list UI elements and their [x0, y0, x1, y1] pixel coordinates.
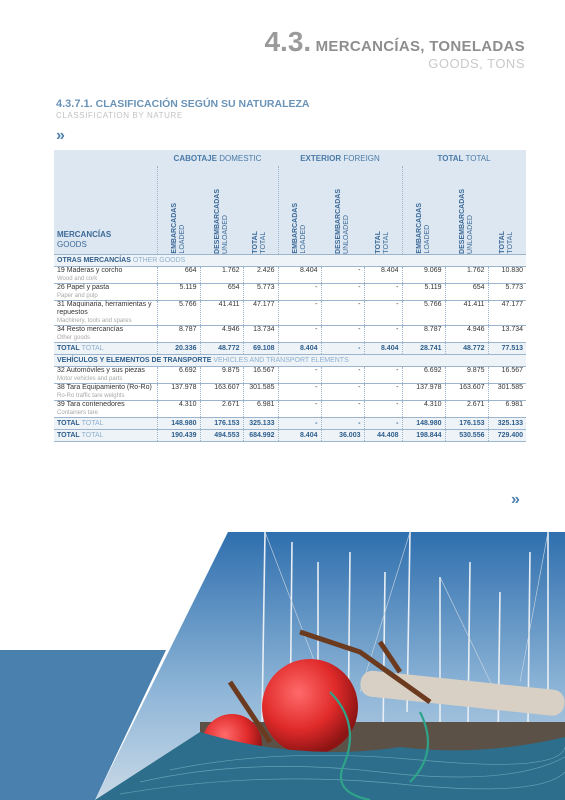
table-cell: -	[278, 283, 321, 300]
row-label-es: 34 Resto mercancías	[57, 325, 124, 333]
category-row	[54, 254, 526, 266]
row-label	[54, 325, 157, 342]
table-cell: 1.762	[200, 266, 243, 283]
table-cell: 1.762	[445, 266, 488, 283]
category-label-es: VEHÍCULOS Y ELEMENTOS DE TRANSPORTE	[57, 356, 212, 364]
chevron-icon: »	[56, 127, 65, 144]
section-subtitle: CLASSIFICATION BY NATURE	[56, 111, 183, 120]
group-header-foreign: EXTERIOR FOREIGN	[278, 150, 402, 166]
harbour-photo	[0, 532, 565, 800]
table-row	[54, 366, 526, 383]
total-cell: 36.003	[321, 429, 364, 441]
row-label-es: 38 Tara Equipamiento (Ro-Ro)	[57, 383, 152, 391]
total-cell: -	[278, 417, 321, 429]
total-cell: 198.844	[402, 429, 445, 441]
table-body	[54, 254, 526, 441]
column-header: TOTAL TOTAL	[243, 166, 278, 254]
column-header: TOTAL TOTAL	[488, 166, 526, 254]
table-cell: 5.119	[157, 283, 200, 300]
table-cell: 2.671	[445, 400, 488, 417]
total-label-es: TOTAL	[57, 419, 80, 427]
total-cell: 69.108	[243, 342, 278, 354]
table-cell: -	[278, 383, 321, 400]
total-row	[54, 429, 526, 441]
total-cell: 48.772	[200, 342, 243, 354]
table-cell: 301.585	[488, 383, 526, 400]
table-cell: 6.981	[488, 400, 526, 417]
total-cell: -	[364, 417, 402, 429]
group-header-row	[54, 150, 526, 166]
row-label-es: 26 Papel y pasta	[57, 283, 110, 291]
total-cell: 148.980	[402, 417, 445, 429]
table-cell: 47.177	[243, 300, 278, 325]
total-cell: 48.772	[445, 342, 488, 354]
table-cell: 41.411	[445, 300, 488, 325]
total-cell: 28.741	[402, 342, 445, 354]
table-cell: -	[278, 366, 321, 383]
total-cell: 494.553	[200, 429, 243, 441]
total-cell: 729.400	[488, 429, 526, 441]
row-label-es: 32 Automóviles y sus piezas	[57, 366, 145, 374]
row-label	[54, 283, 157, 300]
row-label-en: Machinery, tools and spares	[57, 317, 132, 324]
table-cell: 2.426	[243, 266, 278, 283]
chevron-icon: »	[511, 491, 520, 508]
table-cell: -	[364, 366, 402, 383]
corner-cell	[54, 150, 157, 166]
row-label	[54, 383, 157, 400]
total-row	[54, 342, 526, 354]
table-cell: 5.773	[243, 283, 278, 300]
total-label-en: TOTAL	[81, 419, 104, 427]
column-header: EMBARCADAS LOADED	[402, 166, 445, 254]
goods-table	[54, 150, 526, 442]
table-cell: 4.310	[402, 400, 445, 417]
table-cell: 5.766	[402, 300, 445, 325]
total-cell: 8.404	[364, 342, 402, 354]
table-cell: 9.875	[445, 366, 488, 383]
total-cell: 44.408	[364, 429, 402, 441]
group-header-domestic: CABOTAJE DOMESTIC	[157, 150, 278, 166]
column-header: DESEMBARCADAS UNLOADED	[445, 166, 488, 254]
table-cell: 16.567	[488, 366, 526, 383]
table-cell: 9.875	[200, 366, 243, 383]
table-cell: -	[364, 325, 402, 342]
table-cell: 2.671	[200, 400, 243, 417]
chapter-title: MERCANCÍAS, TONELADAS	[315, 38, 525, 55]
row-label-en: Other goods	[57, 334, 91, 341]
row-label	[54, 300, 157, 325]
table-cell: -	[364, 283, 402, 300]
column-header: TOTAL TOTAL	[364, 166, 402, 254]
table-cell: 6.692	[402, 366, 445, 383]
category-label	[54, 354, 526, 366]
table-cell: -	[321, 400, 364, 417]
total-label-es: TOTAL	[57, 344, 80, 352]
total-label-en: TOTAL	[81, 344, 104, 352]
table-row	[54, 383, 526, 400]
row-label-en: Paper and pulp	[57, 292, 98, 299]
table-cell: 8.404	[278, 266, 321, 283]
table-cell: 654	[445, 283, 488, 300]
table-cell: -	[278, 400, 321, 417]
table-row	[54, 400, 526, 417]
table-cell: 4.946	[445, 325, 488, 342]
chapter-number: 4.3.	[264, 26, 312, 57]
table-cell: 13.734	[243, 325, 278, 342]
table-cell: -	[321, 300, 364, 325]
table-cell: -	[321, 325, 364, 342]
row-label-en: Wood and cork	[57, 275, 98, 282]
row-label-en: Ro-Ro traffic tare weights	[57, 392, 125, 399]
table-cell: 13.734	[488, 325, 526, 342]
total-cell: 148.980	[157, 417, 200, 429]
table-cell: -	[364, 400, 402, 417]
table-cell: 10.830	[488, 266, 526, 283]
table-cell: 163.607	[445, 383, 488, 400]
table-cell: 47.177	[488, 300, 526, 325]
total-label	[54, 342, 157, 354]
category-label	[54, 254, 526, 266]
table-cell: 8.787	[402, 325, 445, 342]
column-header: EMBARCADAS LOADED	[157, 166, 200, 254]
total-cell: 684.992	[243, 429, 278, 441]
total-cell: 530.556	[445, 429, 488, 441]
section-number: 4.3.7.1.	[56, 98, 93, 110]
column-header: EMBARCADAS LOADED	[278, 166, 321, 254]
table-cell: 654	[200, 283, 243, 300]
row-label-es: 31 Maquinaria, herramientas y repuestos	[57, 300, 152, 316]
table-cell: 6.692	[157, 366, 200, 383]
table-cell: -	[321, 366, 364, 383]
table-row	[54, 283, 526, 300]
table-cell: 4.946	[200, 325, 243, 342]
total-cell: 325.133	[243, 417, 278, 429]
chapter-subtitle: GOODS, TONS	[428, 56, 525, 71]
column-header: DESEMBARCADAS UNLOADED	[321, 166, 364, 254]
table-cell: 5.773	[488, 283, 526, 300]
total-cell: -	[321, 342, 364, 354]
total-cell: 325.133	[488, 417, 526, 429]
table-cell: -	[278, 300, 321, 325]
row-label-en: Containers tare	[57, 409, 99, 416]
total-cell: 176.153	[200, 417, 243, 429]
table-cell: -	[321, 283, 364, 300]
group-header-total: TOTAL TOTAL	[402, 150, 526, 166]
row-label-es: 19 Maderas y corcho	[57, 266, 123, 274]
table-cell: -	[278, 325, 321, 342]
table-cell: 5.766	[157, 300, 200, 325]
total-cell: 176.153	[445, 417, 488, 429]
table-cell: -	[364, 300, 402, 325]
table-cell: 301.585	[243, 383, 278, 400]
row-label	[54, 366, 157, 383]
table-cell: 4.310	[157, 400, 200, 417]
section-heading	[56, 98, 310, 120]
row-label	[54, 266, 157, 283]
table-row	[54, 325, 526, 342]
total-cell: 190.439	[157, 429, 200, 441]
table-cell: 6.981	[243, 400, 278, 417]
row-label	[54, 400, 157, 417]
total-cell: 77.513	[488, 342, 526, 354]
total-cell: 8.404	[278, 342, 321, 354]
category-row	[54, 354, 526, 366]
category-label-es: OTRAS MERCANCÍAS	[57, 256, 131, 264]
table-cell: 664	[157, 266, 200, 283]
total-row	[54, 417, 526, 429]
total-label	[54, 417, 157, 429]
page-header	[264, 26, 525, 71]
table-cell: 137.978	[402, 383, 445, 400]
table-cell: -	[364, 383, 402, 400]
table-cell: 41.411	[200, 300, 243, 325]
total-cell: 20.336	[157, 342, 200, 354]
total-label-en: TOTAL	[81, 431, 104, 439]
table-cell: -	[321, 383, 364, 400]
table-cell: -	[321, 266, 364, 283]
column-header: DESEMBARCADAS UNLOADED	[200, 166, 243, 254]
column-header-row	[54, 166, 526, 254]
total-label-es: TOTAL	[57, 431, 80, 439]
table-cell: 137.978	[157, 383, 200, 400]
table-row	[54, 266, 526, 283]
category-label-en: OTHER GOODS	[132, 256, 186, 264]
table-cell: 9.069	[402, 266, 445, 283]
goods-column-header: MERCANCÍAS GOODS	[54, 166, 157, 254]
table-row	[54, 300, 526, 325]
section-title: CLASIFICACIÓN SEGÚN SU NATURALEZA	[95, 98, 310, 110]
total-cell: -	[321, 417, 364, 429]
row-label-es: 39 Tara contenedores	[57, 400, 125, 408]
category-label-en: VEHICLES AND TRANSPORT ELEMENTS	[213, 356, 349, 364]
table-cell: 8.404	[364, 266, 402, 283]
table-cell: 16.567	[243, 366, 278, 383]
total-label	[54, 429, 157, 441]
table-cell: 5.119	[402, 283, 445, 300]
table-cell: 163.607	[200, 383, 243, 400]
table-cell: 8.787	[157, 325, 200, 342]
row-label-en: Motor vehicles and parts	[57, 375, 123, 382]
total-cell: 8.404	[278, 429, 321, 441]
